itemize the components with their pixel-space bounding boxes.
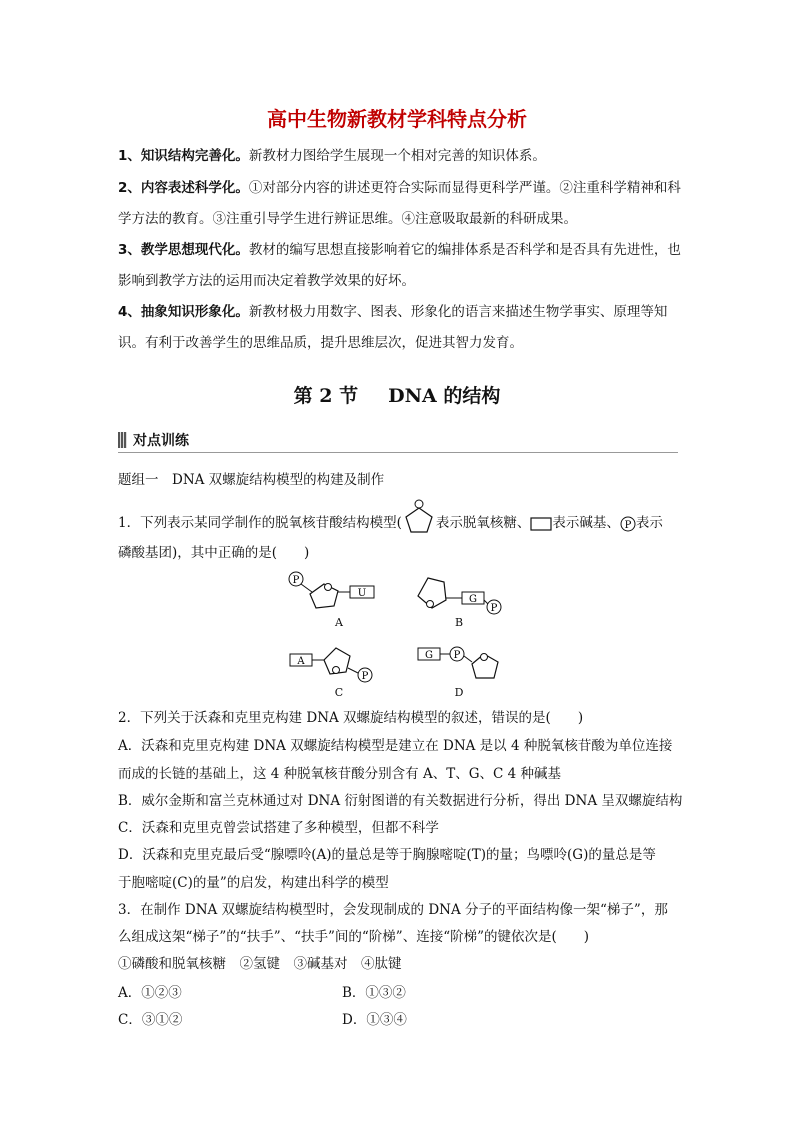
q2-option-a-line2: 而成的长链的基础上，这 4 种脱氧核苷酸分别含有 A、T、G、C 4 种碱基 xyxy=(118,766,562,782)
q1-part2: 表示脱氧核糖、 xyxy=(435,515,531,531)
phosphate-circle-icon xyxy=(620,516,636,532)
figure-b-phosphate-label: P xyxy=(490,603,498,614)
figure-c-phosphate-label: P xyxy=(361,671,369,682)
intro-2-heading: 2、内容表述科学化。 xyxy=(118,180,249,196)
intro-1-text: 新教材力图给学生展现一个相对完善的知识体系。 xyxy=(248,148,546,164)
figure-c-label: C xyxy=(334,686,344,699)
q3-items: ①磷酸和脱氧核糖 ②氢键 ③碱基对 ④肽键 xyxy=(118,956,402,972)
figure-c-base-label: A xyxy=(297,656,305,667)
q2-option-a-line1: A．沃森和克里克构建 DNA 双螺旋结构模型是建立在 DNA 是以 4 种脱氧核苷酸为单位连接 xyxy=(118,738,673,754)
q3-stem-line1: 3．在制作 DNA 双螺旋结构模型时，会发现制成的 DNA 分子的平面结构像一架“梯子”，那 xyxy=(118,902,668,918)
practice-badge xyxy=(118,430,189,450)
intro-paragraph-2 xyxy=(118,173,688,235)
figure-a-phosphate-label: P xyxy=(292,575,300,586)
phosphate-symbol: P xyxy=(624,519,632,531)
figure-d-base-label: G xyxy=(425,650,433,661)
intro-paragraph-4 xyxy=(118,297,688,359)
q3-option-c: C．③①② xyxy=(118,1012,183,1028)
figure-a-nucleotide xyxy=(284,570,380,614)
page-title: 高中生物新教材学科特点分析 xyxy=(267,107,527,131)
figure-a-base-label: U xyxy=(357,588,367,599)
intro-paragraph-3 xyxy=(118,235,688,297)
q2-option-d-line2: 于胞嘧啶(C)的量”的启发，构建出科学的模型 xyxy=(118,875,389,891)
figure-b-nucleotide xyxy=(414,574,504,618)
q2-option-c: C．沃森和克里克曾尝试搭建了多种模型，但都不科学 xyxy=(118,820,439,836)
intro-3-text: 教材的编写思想直接影响着它的编排体系是否科学和是否具有先进性，也影响到教学方法的运用而决定着教学效果的好坏。 xyxy=(118,242,681,289)
q1-part1: 1．下列表示某同学制作的脱氧核苷酸结构模型( xyxy=(118,515,402,531)
intro-3-heading: 3、教学思想现代化。 xyxy=(118,242,249,258)
q2-option-d-line1: D．沃森和克里克最后受“腺嘌呤(A)的量总是等于胸腺嘧啶(T)的量；鸟嘌呤(G)的量总是等 xyxy=(118,847,656,863)
figure-d-label: D xyxy=(454,686,464,699)
badge-marker-icon xyxy=(118,432,127,448)
q1-stem-line1 xyxy=(118,508,663,538)
group-title: 题组一 DNA 双螺旋结构模型的构建及制作 xyxy=(118,472,385,488)
q3-stem-line2: 么组成这架“梯子”的“扶手”、“扶手”间的“阶梯”、连接“阶梯”的键依次是( ) xyxy=(118,929,590,945)
intro-4-text: 新教材极力用数字、图表、形象化的语言来描述生物学事实、原理等知识。有利于改善学生的思维品质，提升思维层次，促进其智力发育。 xyxy=(118,304,668,351)
q1-stem-line2: 磷酸基团)，其中正确的是( ) xyxy=(118,545,310,561)
figure-a-label: A xyxy=(335,616,343,629)
q1-part3: 表示碱基、 xyxy=(552,515,620,531)
q2-stem: 2．下列关于沃森和克里克构建 DNA 双螺旋结构模型的叙述，错误的是( ) xyxy=(118,710,584,726)
intro-2-text: ①对部分内容的讲述更符合实际而显得更科学严谨。②注重科学精神和科学方法的教育。③注重引导学生进行辨证思维。④注意吸取最新的科研成果。 xyxy=(118,180,681,227)
q3-option-a: A．①②③ xyxy=(118,985,182,1001)
intro-1-heading: 1、知识结构完善化。 xyxy=(118,148,249,164)
q3-option-d: D．①③④ xyxy=(342,1012,407,1028)
badge-label: 对点训练 xyxy=(133,433,189,449)
section-name: DNA 的结构 xyxy=(388,385,501,407)
rectangle-base-icon xyxy=(530,517,552,531)
figure-d-nucleotide xyxy=(414,642,506,686)
section-number: 第 2 节 xyxy=(293,385,359,407)
figure-b-label: B xyxy=(454,616,464,629)
pentagon-sugar-icon xyxy=(402,498,436,536)
section-title xyxy=(0,381,794,408)
figure-c-nucleotide xyxy=(286,642,378,686)
intro-4-heading: 4、抽象知识形象化。 xyxy=(118,304,249,320)
figure-b-base-label: G xyxy=(469,594,477,605)
intro-paragraph-1 xyxy=(118,141,688,172)
q2-option-b: B．威尔金斯和富兰克林通过对 DNA 衍射图谱的有关数据进行分析，得出 DNA 呈双螺旋结构 xyxy=(118,793,683,809)
q1-part4: 表示 xyxy=(635,515,663,531)
badge-divider xyxy=(118,452,678,453)
q3-option-b: B．①③② xyxy=(342,985,406,1001)
figure-d-phosphate-label: P xyxy=(453,650,461,661)
